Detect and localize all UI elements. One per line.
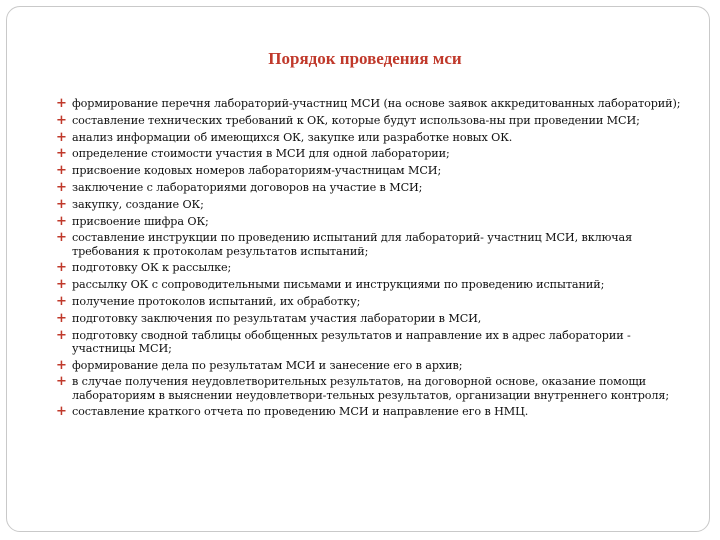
list-item	[56, 261, 696, 274]
slide-title: Порядок проведения мси	[268, 49, 462, 68]
list-item	[56, 278, 696, 291]
list-item-text: формирование дела по результатам МСИ и занесение его в архив;	[72, 358, 463, 372]
list-item-text: рассылку ОК с сопроводительными письмами и инструкциями по проведению испытаний;	[72, 278, 605, 292]
list-item	[56, 181, 696, 194]
plus-icon: +	[56, 213, 67, 229]
list-item-text: анализ информации об имеющихся ОК, закупке или разработке новых ОК.	[72, 130, 513, 144]
plus-icon: +	[56, 146, 67, 162]
plus-icon: +	[56, 179, 67, 195]
plus-icon: +	[56, 112, 67, 128]
list-item	[56, 164, 696, 177]
list-item	[56, 131, 696, 144]
list-item	[56, 375, 696, 401]
list-item	[56, 97, 696, 110]
list-item	[56, 329, 696, 355]
list-item-text: подготовку заключения по результатам участия лаборатории в МСИ,	[72, 311, 482, 325]
list-item	[56, 215, 696, 228]
list-item-text: в случае получения неудовлетворительных результатов, на договорной основе, оказание помощи лабораториям в выяснении неудовлетвори-тельных результатов, организации внутреннего контроля;	[72, 375, 670, 402]
list-item-text: определение стоимости участия в МСИ для одной лаборатории;	[72, 147, 450, 161]
plus-icon: +	[56, 260, 67, 276]
plus-icon: +	[56, 327, 67, 343]
list-item-text: заключение с лабораториями договоров на участие в МСИ;	[72, 180, 423, 194]
list-item	[56, 295, 696, 308]
plus-icon: +	[56, 163, 67, 179]
list-item	[56, 231, 696, 257]
plus-icon: +	[56, 230, 67, 246]
list-item	[56, 147, 696, 160]
list-item	[56, 198, 696, 211]
list-item-text: составление технических требований к ОК, которые будут использова-ны при проведении МСИ;	[72, 113, 640, 127]
plus-icon: +	[56, 129, 67, 145]
list-item	[56, 359, 696, 372]
list-item-text: присвоение шифра ОК;	[72, 214, 209, 228]
plus-icon: +	[56, 357, 67, 373]
plus-icon: +	[56, 404, 67, 420]
list-item	[56, 405, 696, 418]
plus-icon: +	[56, 277, 67, 293]
list-item-text: закупку, создание ОК;	[72, 197, 204, 211]
plus-icon: +	[56, 310, 67, 326]
list-item-text: получение протоколов испытаний, их обработку;	[72, 294, 361, 308]
list-item-text: составление краткого отчета по проведению МСИ и направление его в НМЦ.	[72, 405, 529, 419]
plus-icon: +	[56, 96, 67, 111]
plus-icon: +	[56, 293, 67, 309]
list-item-text: составление инструкции по проведению испытаний для лабораторий- участниц МСИ, включая требования к протоколам результатов испытаний;	[72, 231, 633, 258]
plus-icon: +	[56, 374, 67, 390]
list-item-text: формирование перечня лабораторий-участниц МСИ (на основе заявок аккредитованных лабораторий);	[72, 97, 681, 110]
list-item-text: подготовку сводной таблицы обобщенных результатов и направление их в адрес лаборатории - участницы МСИ;	[72, 328, 631, 355]
plus-icon: +	[56, 196, 67, 212]
list-item-text: подготовку ОК к рассылке;	[72, 261, 232, 275]
list-item	[56, 114, 696, 127]
bullet-list	[56, 97, 696, 422]
list-item-text: присвоение кодовых номеров лабораториям-участницам МСИ;	[72, 164, 442, 178]
list-item	[56, 312, 696, 325]
